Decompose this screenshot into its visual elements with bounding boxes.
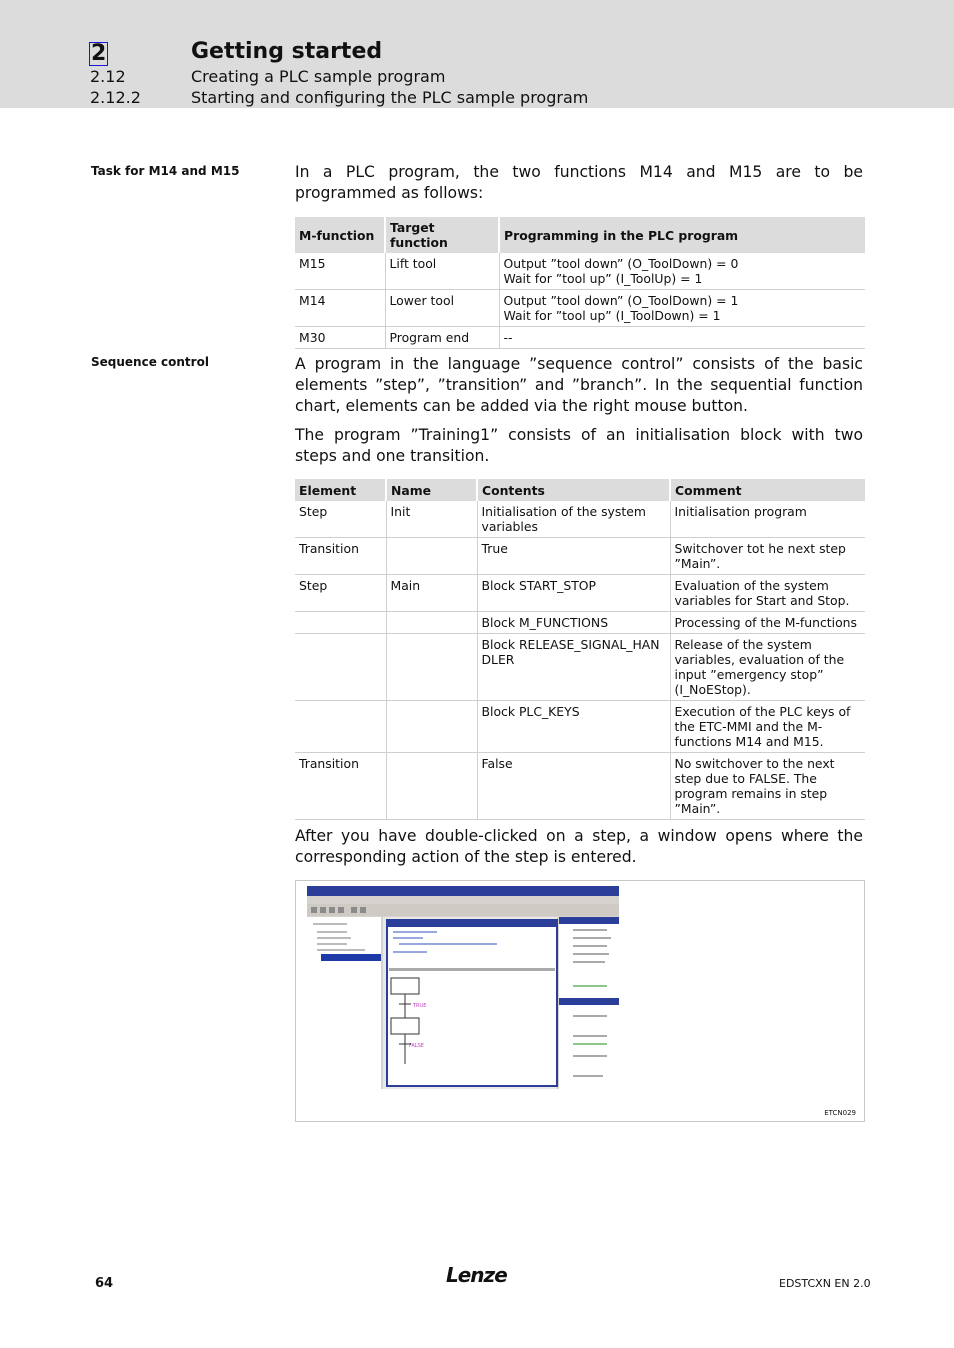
- table-row: [295, 701, 865, 753]
- table-cell: [499, 290, 865, 327]
- table-cell: Block PLC_KEYS: [477, 701, 670, 753]
- table-cell: Execution of the PLC keys of the ETC-MMI and the M-functions M14 and M15.: [670, 701, 865, 753]
- column-header: Target function: [385, 217, 499, 253]
- table-cell: [386, 634, 477, 701]
- chapter-number[interactable]: 2: [91, 41, 107, 66]
- table-cell: [386, 701, 477, 753]
- table-cell: --: [499, 327, 865, 349]
- table-cell: Lift tool: [385, 253, 499, 290]
- table-cell: False: [477, 753, 670, 820]
- table-row: [295, 575, 865, 612]
- section-number: 2.12: [90, 67, 126, 86]
- table-row: [295, 634, 865, 701]
- column-header: M-function: [295, 217, 385, 253]
- table-cell: Main: [386, 575, 477, 612]
- table-cell: [386, 612, 477, 634]
- header-band: [0, 0, 954, 108]
- sequence-paragraph-1: A program in the language ”sequence control” consists of the basic elements ”step”, ”transition” and ”branch”. In the sequential function chart, elements can be added via the right mouse button.: [295, 355, 863, 415]
- subsection-title: Starting and configuring the PLC sample program: [191, 88, 589, 107]
- table-cell: M30: [295, 327, 385, 349]
- table-cell: [499, 253, 865, 290]
- column-header: Comment: [670, 479, 865, 501]
- table-row: [295, 290, 865, 327]
- table-cell: [386, 753, 477, 820]
- lenze-logo: Lenze: [446, 1263, 507, 1287]
- side-label-task: Task for M14 and M15: [91, 164, 240, 178]
- table-cell: Block M_FUNCTIONS: [477, 612, 670, 634]
- table-cell: [295, 634, 386, 701]
- section-title: Creating a PLC sample program: [191, 67, 446, 86]
- svg-text:TRUE: TRUE: [413, 1003, 427, 1009]
- column-header: Programming in the PLC program: [499, 217, 865, 253]
- table-cell: M15: [295, 253, 385, 290]
- sequence-paragraph-2: The program ”Training1” consists of an initialisation block with two steps and one transition.: [295, 426, 863, 465]
- m-function-table: [295, 217, 865, 349]
- table-cell: Processing of the M-functions: [670, 612, 865, 634]
- table-cell: Evaluation of the system variables for Start and Stop.: [670, 575, 865, 612]
- table-row: [295, 253, 865, 290]
- table-cell: Step: [295, 501, 386, 538]
- table-cell: Initialisation of the system variables: [477, 501, 670, 538]
- cell-line: Output ”tool down” (O_ToolDown) = 0: [503, 256, 739, 271]
- screenshot-graphic: [307, 886, 619, 1089]
- table-cell: Transition: [295, 753, 386, 820]
- svg-text:FALSE: FALSE: [409, 1043, 424, 1049]
- table-cell: Initialisation program: [670, 501, 865, 538]
- table-cell: True: [477, 538, 670, 575]
- table-header-row: [295, 479, 865, 501]
- column-header: Name: [386, 479, 477, 501]
- table-cell: Release of the system variables, evaluation of the input ”emergency stop” (I_NoEStop).: [670, 634, 865, 701]
- table-row: [295, 612, 865, 634]
- elements-table: [295, 479, 865, 820]
- table-cell: Block RELEASE_SIGNAL_HANDLER: [477, 634, 670, 701]
- document-id: EDSTCXN EN 2.0: [779, 1277, 871, 1290]
- table-cell: Switchover tot he next step ”Main”.: [670, 538, 865, 575]
- table-row: [295, 327, 865, 349]
- table-cell: Lower tool: [385, 290, 499, 327]
- subsection-number: 2.12.2: [90, 88, 141, 107]
- intro-paragraph: In a PLC program, the two functions M14 and M15 are to be programmed as follows:: [295, 163, 863, 202]
- plc-editor-screenshot: [307, 886, 619, 1089]
- column-header: Contents: [477, 479, 670, 501]
- column-header: Element: [295, 479, 386, 501]
- chapter-title: Getting started: [191, 39, 383, 64]
- table-row: [295, 538, 865, 575]
- cell-line: Wait for ”tool up” (I_ToolUp) = 1: [503, 271, 703, 286]
- page-number: 64: [95, 1276, 114, 1291]
- table-cell: M14: [295, 290, 385, 327]
- table-header-row: [295, 217, 865, 253]
- table-cell: Transition: [295, 538, 386, 575]
- table-cell: No switchover to the next step due to FALSE. The program remains in step ”Main”.: [670, 753, 865, 820]
- table-row: [295, 753, 865, 820]
- table-cell: Program end: [385, 327, 499, 349]
- side-label-sequence: Sequence control: [91, 355, 209, 369]
- figure-frame: [295, 880, 865, 1122]
- cell-line: Output ”tool down” (O_ToolDown) = 1: [503, 293, 739, 308]
- table-cell: [386, 538, 477, 575]
- table-cell: Step: [295, 575, 386, 612]
- table-row: [295, 501, 865, 538]
- table-cell: [295, 612, 386, 634]
- table-cell: [295, 701, 386, 753]
- table-cell: Block START_STOP: [477, 575, 670, 612]
- table-cell: Init: [386, 501, 477, 538]
- cell-line: Wait for ”tool up” (I_ToolDown) = 1: [503, 308, 721, 323]
- sequence-paragraph-3: After you have double-clicked on a step, a window opens where the corresponding action of the step is entered.: [295, 827, 863, 866]
- figure-label: ETCN029: [824, 1109, 856, 1117]
